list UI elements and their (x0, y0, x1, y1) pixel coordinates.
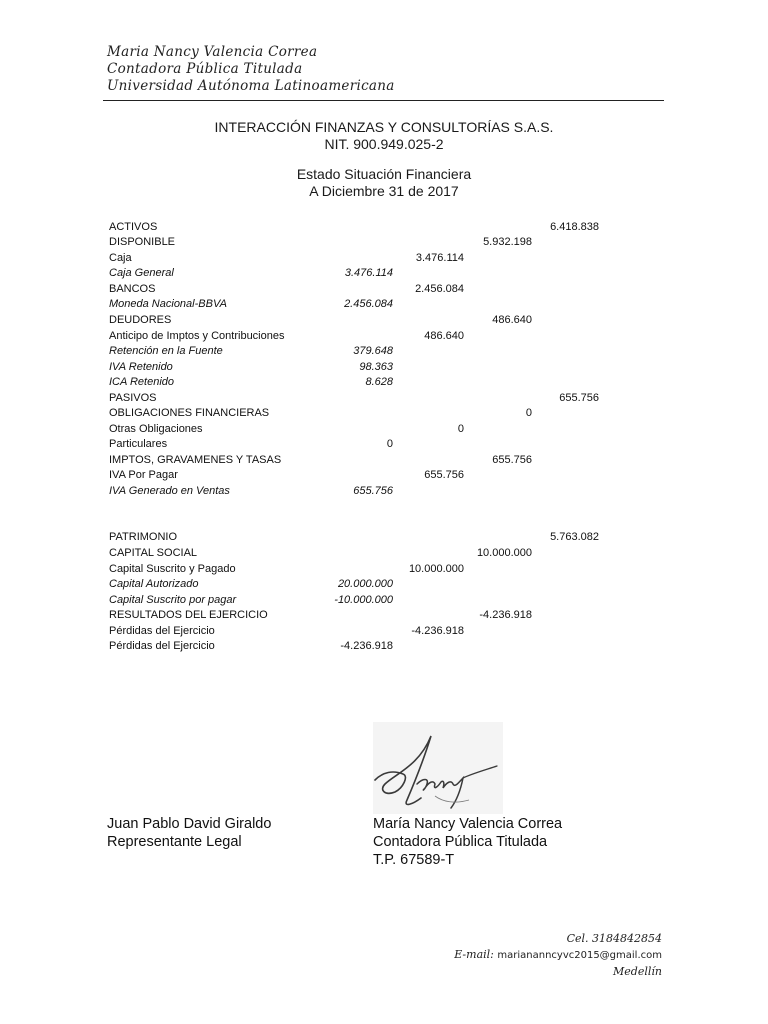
statement-row (0, 592, 768, 608)
row-value-c3: 5.932.198 (483, 236, 532, 248)
row-label: RESULTADOS DEL EJERCICIO (109, 609, 268, 621)
row-value-c1: 2.456.084 (344, 298, 393, 310)
statement-row (0, 638, 768, 654)
row-label: Anticipo de Imptos y Contribuciones (109, 330, 285, 342)
row-label: Capital Suscrito y Pagado (109, 563, 236, 575)
row-label: OBLIGACIONES FINANCIERAS (109, 407, 270, 419)
row-value-c1: -10.000.000 (334, 594, 393, 606)
company-block (0, 119, 768, 153)
row-label: PATRIMONIO (109, 531, 178, 543)
row-value-c1: -4.236.918 (340, 640, 393, 652)
representative-role: Representante Legal (107, 834, 242, 850)
statement-row (0, 405, 768, 421)
company-name: INTERACCIÓN FINANZAS Y CONSULTORÍAS S.A.S. (214, 119, 554, 135)
row-label: Moneda Nacional-BBVA (109, 298, 228, 310)
row-value-c4: 655.756 (559, 392, 599, 404)
row-label: ICA Retenido (109, 376, 175, 388)
row-label: Otras Obligaciones (109, 423, 203, 435)
row-value-c3: 486.640 (492, 314, 532, 326)
statement-row (0, 421, 768, 437)
row-value-c1: 98.363 (359, 361, 393, 373)
row-value-c3: -4.236.918 (479, 609, 532, 621)
row-label: Caja General (109, 267, 174, 279)
statement-row (0, 545, 768, 561)
statement-row (0, 312, 768, 328)
report-title: Estado Situación Financiera (296, 166, 472, 182)
statement-row (0, 607, 768, 623)
accountant-license: T.P. 67589-T (373, 852, 455, 868)
signature-image (373, 722, 503, 814)
row-value-c3: 0 (525, 407, 532, 419)
row-label: Capital Suscrito por pagar (109, 594, 237, 606)
letterhead-name: Maria Nancy Valencia Correa (107, 44, 318, 60)
accountant-role: Contadora Pública Titulada (373, 834, 548, 850)
letterhead-title: Contadora Pública Titulada (107, 61, 303, 77)
letterhead (107, 44, 667, 95)
statement-row (0, 234, 768, 250)
row-label: Pérdidas del Ejercicio (109, 625, 215, 637)
statement-row (0, 343, 768, 359)
row-label: DEUDORES (109, 314, 172, 326)
row-value-c4: 5.763.082 (550, 531, 599, 543)
row-value-c2: -4.236.918 (411, 625, 464, 637)
statement-row (0, 561, 768, 577)
statement-row (0, 436, 768, 452)
statement-row (0, 219, 768, 235)
statement-row (0, 467, 768, 483)
row-value-c1: 0 (386, 438, 393, 450)
statement-row (0, 281, 768, 297)
report-date: A Diciembre 31 de 2017 (309, 183, 459, 199)
row-value-c4: 6.418.838 (550, 221, 599, 233)
row-label: Caja (109, 252, 132, 264)
statement-row (0, 576, 768, 592)
footer-phone: Cel. 3184842854 (566, 932, 662, 945)
contact-footer (454, 931, 662, 980)
row-label: Pérdidas del Ejercicio (109, 640, 215, 652)
row-value-c3: 655.756 (492, 454, 532, 466)
header-divider (103, 100, 664, 101)
row-value-c1: 655.756 (353, 485, 393, 497)
statement-row (0, 265, 768, 281)
row-value-c2: 2.456.084 (415, 283, 464, 295)
row-value-c1: 20.000.000 (337, 578, 393, 590)
statement-row (0, 623, 768, 639)
statement-row (0, 483, 768, 499)
statement-row (0, 296, 768, 312)
statement-row (0, 328, 768, 344)
row-label: DISPONIBLE (109, 236, 176, 248)
handwritten-signature (373, 722, 503, 814)
footer-email: mariananncyvc2015@gmail.com (497, 950, 662, 961)
accountant-signer (373, 815, 562, 869)
row-value-c2: 0 (457, 423, 464, 435)
statement-row (0, 390, 768, 406)
statement-row (0, 250, 768, 266)
footer-email-line (454, 947, 662, 964)
row-label: PASIVOS (109, 392, 157, 404)
representative-name: Juan Pablo David Giraldo (107, 816, 272, 832)
footer-email-label: E-mail: (454, 948, 494, 961)
letterhead-university: Universidad Autónoma Latinoamericana (107, 78, 395, 94)
statement-row (0, 374, 768, 390)
row-label: BANCOS (109, 283, 156, 295)
row-label: IVA Retenido (109, 361, 173, 373)
statement-row (0, 529, 768, 545)
row-label: Capital Autorizado (109, 578, 199, 590)
legal-representative (107, 815, 271, 851)
accountant-name: María Nancy Valencia Correa (373, 816, 563, 832)
statement-row (0, 359, 768, 375)
row-value-c3: 10.000.000 (476, 547, 532, 559)
company-nit: NIT. 900.949.025-2 (324, 136, 444, 152)
report-block (0, 166, 768, 200)
statement-row (0, 452, 768, 468)
row-value-c2: 10.000.000 (408, 563, 464, 575)
row-label: ACTIVOS (109, 221, 158, 233)
row-label: Retención en la Fuente (109, 345, 223, 357)
row-value-c2: 655.756 (424, 469, 464, 481)
row-value-c1: 8.628 (365, 376, 393, 388)
row-label: CAPITAL SOCIAL (109, 547, 198, 559)
row-value-c2: 486.640 (424, 330, 464, 342)
row-value-c1: 3.476.114 (344, 267, 393, 279)
row-label: Particulares (109, 438, 168, 450)
row-label: IVA Por Pagar (109, 469, 178, 481)
row-value-c1: 379.648 (353, 345, 393, 357)
row-label: IMPTOS, GRAVAMENES Y TASAS (109, 454, 282, 466)
row-value-c2: 3.476.114 (415, 252, 464, 264)
footer-city: Medellín (613, 965, 662, 978)
row-label: IVA Generado en Ventas (109, 485, 230, 497)
